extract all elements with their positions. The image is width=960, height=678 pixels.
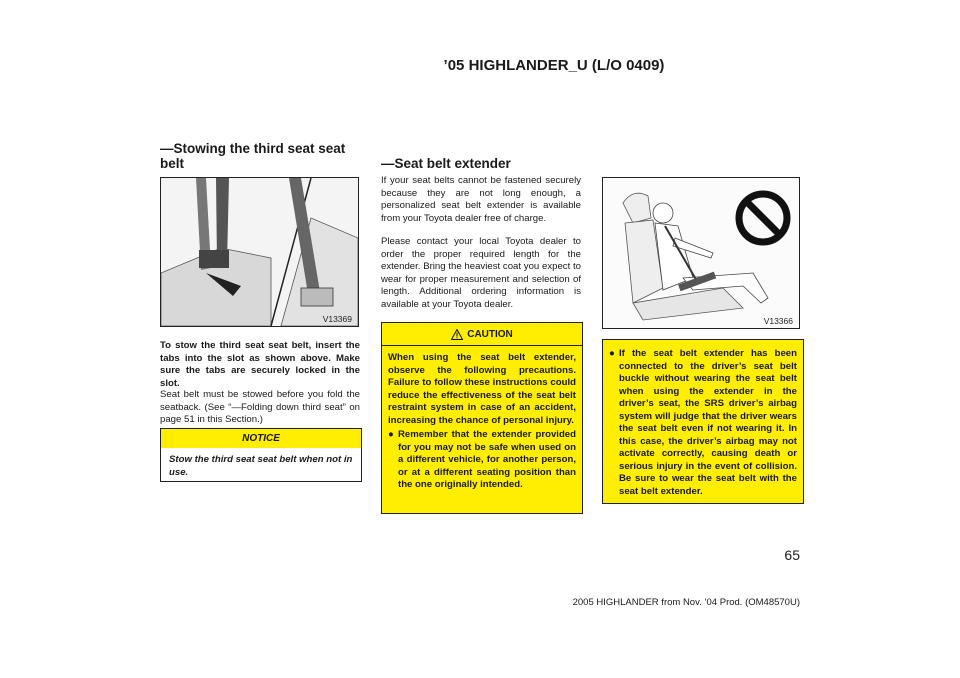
caution-continued-text: If the seat belt extender has been connected to the driver’s seat belt buckle without wearing the seat belt when using the extender in the driver’s seat, the SRS driver’s airbag system will judge that the driver wears the seat belt even if not wearing it. In this case, the driver’s airbag may not activate correctly, causing death or serious injury in the event of collision. Be sure to wear the seat belt with the seat belt extender. bbox=[619, 348, 797, 497]
caution-header bbox=[382, 323, 582, 346]
notice-box bbox=[160, 428, 362, 482]
caution-heading: CAUTION bbox=[467, 329, 513, 340]
figure-label: V13369 bbox=[322, 314, 352, 324]
warning-triangle-icon bbox=[451, 329, 463, 340]
extender-paragraph-1: If your seat belts cannot be fastened securely because they are not long enough, a personalized seat belt extender is available from your Toyota dealer free of charge. bbox=[381, 175, 581, 224]
running-header: ’05 HIGHLANDER_U (L/O 0409) bbox=[443, 57, 665, 74]
figure-label: V13366 bbox=[763, 316, 793, 326]
caution-continued-box bbox=[602, 339, 804, 504]
bullet-icon: ● bbox=[388, 429, 394, 440]
caution-bullet bbox=[388, 429, 576, 492]
caution-box bbox=[381, 322, 583, 514]
caution-intro: When using the seat belt extender, observe the following precautions. Failure to follow these instructions could reduce the effectiveness of the seat belt restraint system in case of an accident, increasing the chance of personal injury. bbox=[388, 352, 576, 426]
stow-instruction: To stow the third seat seat belt, insert the tabs into the slot as shown above. Make sure the tabs are securely locked in the slot. bbox=[160, 340, 360, 389]
bullet-icon: ● bbox=[609, 348, 615, 359]
caution-bullet-text: Remember that the extender provided for you may not be safe when used on a different vehicle, for another person, or at a different seating position than the one originally intended. bbox=[398, 429, 576, 490]
stow-body-text: Seat belt must be stowed before you fold the seatback. (See “—Folding down third seat” on page 51 in this Section.) bbox=[160, 389, 360, 425]
stowing-belt-illustration bbox=[161, 178, 358, 326]
section-title-stowing: —Stowing the third seat seat belt bbox=[160, 141, 346, 171]
figure-stowing-belt bbox=[160, 177, 359, 327]
page-number: 65 bbox=[784, 547, 800, 563]
notice-text: Stow the third seat seat belt when not in use. bbox=[169, 454, 353, 478]
notice-heading: NOTICE bbox=[161, 429, 361, 448]
figure-extender-prohibited bbox=[602, 177, 800, 329]
caution-continued-body bbox=[603, 340, 803, 506]
edition-footer: 2005 HIGHLANDER from Nov. ’04 Prod. (OM48570U) bbox=[572, 597, 800, 608]
extender-paragraph-2: Please contact your local Toyota dealer to order the proper required length for the extender. Bring the heaviest coat you expect to wear for proper measurement and selection of length. Additional ordering information is available at your Toyota dealer. bbox=[381, 236, 581, 310]
caution-body bbox=[382, 346, 582, 500]
caution-continued-bullet bbox=[609, 348, 797, 498]
extender-prohibited-illustration bbox=[603, 178, 799, 328]
section-title-extender: —Seat belt extender bbox=[381, 156, 511, 171]
